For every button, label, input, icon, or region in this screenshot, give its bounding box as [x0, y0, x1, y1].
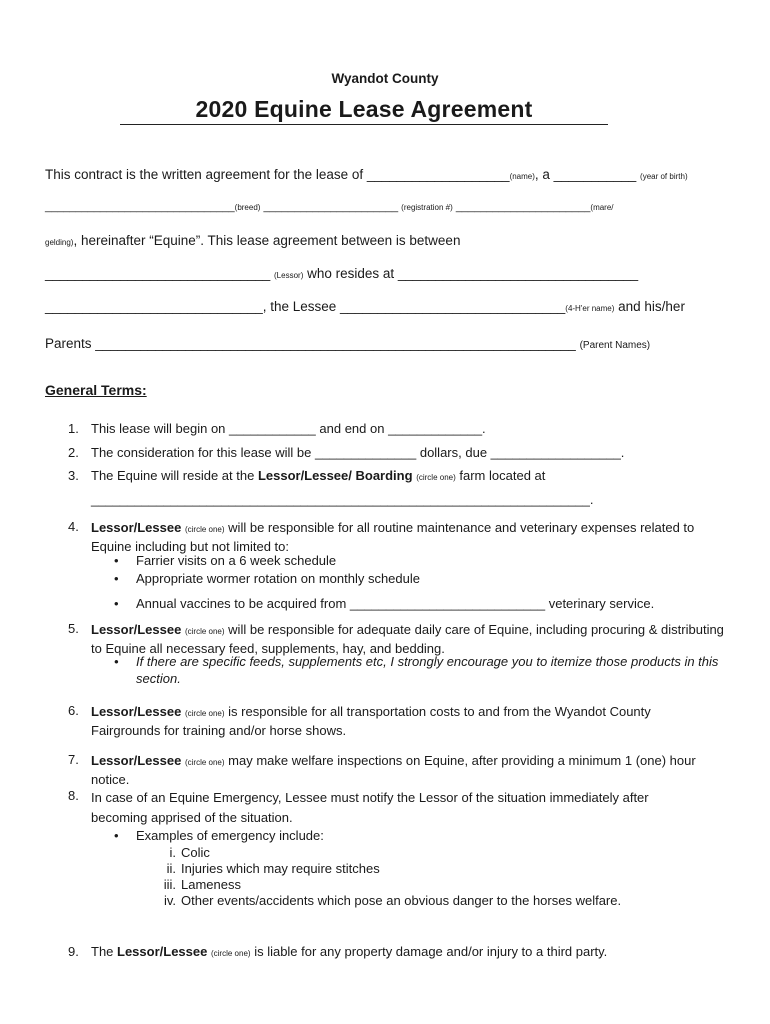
general-terms-heading: General Terms:: [45, 382, 147, 398]
item-8-number: 8.: [68, 788, 79, 803]
item-6-body: is responsible for all transportation costs to and from the Wyandot County Fairgrounds for training and/or horse shows.: [91, 704, 651, 738]
item-6-number: 6.: [68, 703, 79, 718]
intro-line-5: [45, 299, 685, 314]
item-6-parties: Lessor/Lessee: [91, 704, 182, 719]
parent-names-hint: (Parent Names): [579, 340, 651, 351]
item-3-post: farm located at: [459, 468, 546, 483]
intro-line-2: [45, 201, 614, 213]
item-9-circle-hint: (circle one): [210, 949, 251, 958]
item-8-roman-1: i.: [169, 845, 176, 860]
item-9-number: 9.: [68, 944, 79, 959]
item-4-text: [91, 519, 731, 555]
item-8-example-lameness: Lameness: [181, 877, 241, 892]
sex-blank: ______________________: [455, 201, 591, 213]
item-3-text: [91, 468, 545, 483]
item-4-bullet-2: • Appropriate wormer rotation on monthly schedule: [136, 571, 420, 586]
item-5-body: will be responsible for adequate daily care of Equine, including procuring & distributing to Equine all necessary feed, supplements, hay, and bedding.: [91, 622, 724, 656]
item-1-number: 1.: [68, 421, 79, 436]
item-7-number: 7.: [68, 752, 79, 767]
item-7-parties: Lessor/Lessee: [91, 753, 182, 768]
item-8-example-injuries: Injuries which may require stitches: [181, 861, 380, 876]
item-4-body: will be responsible for all routine maintenance and veterinary expenses related to Equine including but not limited to:: [91, 520, 695, 554]
intro-line-4: [45, 266, 638, 281]
mare-hint: (mare/: [590, 203, 614, 212]
item-2-text: The consideration for this lease will be ______________ dollars, due __________________.: [91, 445, 625, 460]
item-4-number: 4.: [68, 519, 79, 534]
county-heading: Wyandot County: [331, 71, 439, 86]
intro-a: , a ___________: [534, 167, 637, 182]
intro-line-6: [45, 336, 650, 351]
item-6-text: [91, 703, 711, 739]
item-3-parties: Lessor/Lessee/ Boarding: [257, 468, 413, 483]
item-8-example-colic: Colic: [181, 845, 210, 860]
year-of-birth-hint: (year of birth): [640, 172, 688, 181]
item-4-circle-hint: (circle one): [184, 525, 225, 534]
item-5-parties: Lessor/Lessee: [91, 622, 182, 637]
his-her: and his/her: [618, 299, 685, 314]
item-5-circle-hint: (circle one): [184, 627, 225, 636]
breed-hint: (breed): [234, 203, 261, 212]
name-hint: (name): [509, 172, 535, 181]
item-9-pre: The: [91, 944, 118, 959]
breed-blank: _______________________________: [45, 201, 235, 213]
item-8-text: In case of an Equine Emergency, Lessee must notify the Lessor of the situation immediately after becoming apprised of the situation.: [91, 790, 649, 825]
parents-text: Parents ________________________________________________________________: [45, 336, 576, 351]
document-title: 2020 Equine Lease Agreement: [120, 96, 608, 125]
item-8-roman-2: ii.: [166, 861, 176, 876]
item-4-bullet-3: • Annual vaccines to be acquired from ___________________________ veterinary service.: [136, 596, 654, 611]
item-7-circle-hint: (circle one): [184, 758, 225, 767]
item-1-text: This lease will begin on ____________ and end on _____________.: [91, 421, 486, 436]
item-5-bullet-1: • If there are specific feeds, supplements etc, I strongly encourage you to itemize those products in this section.: [136, 653, 736, 687]
item-5-text: [91, 621, 731, 657]
item-3-location-line: _____________________________________________________________________.: [91, 492, 594, 507]
registration-hint: (registration #): [401, 203, 453, 212]
item-7-body: may make welfare inspections on Equine, after providing a minimum 1 (one) hour notice.: [91, 753, 696, 787]
lessee-text: _____________________________, the Lessee ______________________________: [45, 299, 566, 314]
item-6-circle-hint: (circle one): [184, 709, 225, 718]
resides-at: who resides at ________________________________: [307, 266, 639, 281]
registration-blank: ______________________: [263, 201, 399, 213]
item-8-roman-4: iv.: [163, 893, 176, 908]
item-9-parties: Lessor/Lessee: [117, 944, 208, 959]
item-4-bullet-1: • Farrier visits on a 6 week schedule: [136, 553, 336, 568]
item-8-bullet-1: • Examples of emergency include:: [136, 828, 324, 843]
intro-line-1: [45, 167, 688, 182]
item-9-text: [91, 944, 607, 959]
item-9-body: is liable for any property damage and/or injury to a third party.: [254, 944, 608, 959]
item-8-example-other: Other events/accidents which pose an obvious danger to the horses welfare.: [181, 893, 622, 908]
intro-line-3: [45, 233, 460, 248]
item-5-number: 5.: [68, 621, 79, 636]
item-2-number: 2.: [68, 445, 79, 460]
item-3-number: 3.: [68, 468, 79, 483]
lessor-hint: (Lessor): [274, 271, 304, 280]
item-3-circle-hint: (circle one): [416, 473, 456, 482]
lessor-blank: ______________________________: [45, 266, 271, 281]
equine-definition: , hereinafter “Equine”. This lease agreement between is between: [73, 233, 461, 248]
item-3-pre: The Equine will reside at the: [91, 468, 258, 483]
4h-name-hint: (4-H'er name): [565, 304, 615, 313]
item-8-roman-3: iii.: [163, 877, 176, 892]
gelding-hint: gelding): [45, 238, 74, 247]
item-7-text: [91, 752, 721, 788]
intro-text: This contract is the written agreement for the lease of ___________________: [45, 167, 510, 182]
item-4-parties: Lessor/Lessee: [91, 520, 182, 535]
